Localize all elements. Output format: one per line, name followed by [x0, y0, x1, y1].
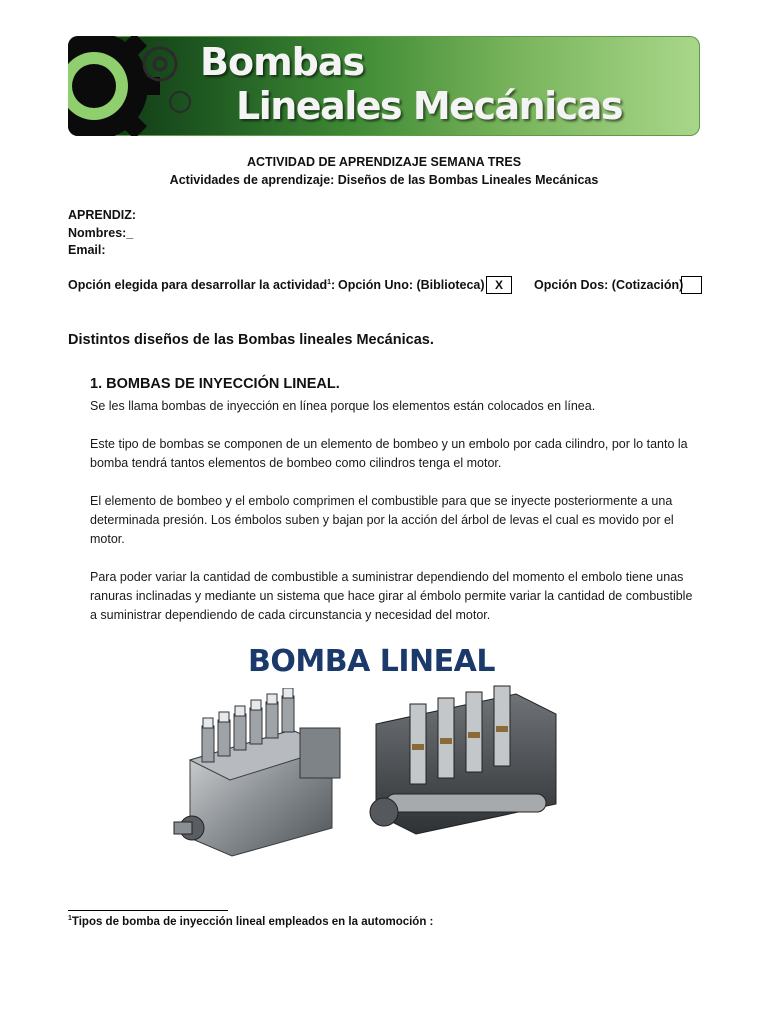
- option1-checkbox[interactable]: X: [486, 276, 512, 294]
- footnote-text: Tipos de bomba de inyección lineal empleados en la automoción :: [71, 915, 434, 928]
- inline-pump-photo-right: [366, 684, 562, 854]
- banner-title-line1: Bombas: [200, 40, 365, 84]
- paragraph: Se les llama bombas de inyección en línea porque los elementos están colocados en línea.: [90, 399, 596, 413]
- footnote-marker: 1: [68, 915, 72, 922]
- option2-label: Opción Dos: (Cotización): [534, 278, 684, 292]
- footnote-separator: [68, 910, 228, 911]
- footnote: [68, 915, 433, 928]
- figure-title: BOMBA LINEAL: [248, 644, 495, 679]
- aprendiz-label: APRENDIZ:: [68, 208, 137, 222]
- paragraph: El elemento de bombeo y el embolo comprimen el combustible para que se inyecte posteriormente a una determinada presión. Los émbolos suben y bajan por la acción del árbol de levas el cual es movido por el motor.: [90, 494, 674, 546]
- email-field[interactable]: Email:: [68, 243, 106, 257]
- option-footnote-marker: 1: [327, 278, 332, 286]
- option-prompt-text: Opción elegida para desarrollar la actividad: [68, 278, 328, 292]
- activity-title: ACTIVIDAD DE APRENDIZAJE SEMANA TRES: [246, 155, 522, 169]
- inline-pump-photo-left: [172, 688, 358, 860]
- option-row: [68, 276, 708, 296]
- header-banner: [68, 36, 700, 136]
- paragraph: Este tipo de bombas se componen de un elemento de bombeo y un embolo por cada cilindro, por lo tanto la bomba tendrá tantos elementos de bombeo como cilindros tenga el motor.: [90, 437, 688, 470]
- option-prompt-suffix: :: [331, 278, 336, 292]
- nombres-field[interactable]: Nombres:_: [68, 226, 134, 240]
- option2-checkbox[interactable]: [681, 276, 702, 294]
- gear-icon: [68, 36, 202, 136]
- paragraph: Para poder variar la cantidad de combustible a suministrar dependiendo del momento el embolo tiene unas ranuras inclinadas y mediante un sistema que hace girar al émbolo permite variar la cantidad de combustible a suministrar dependiendo de cada circunstancia y necesidad del motor.: [90, 570, 693, 622]
- activity-subtitle: Actividades de aprendizaje: Diseños de las Bombas Lineales Mecánicas: [169, 173, 599, 187]
- section-heading: Distintos diseños de las Bombas lineales Mecánicas.: [68, 332, 434, 348]
- option1-label: Opción Uno: (Biblioteca): [338, 278, 485, 292]
- option-prompt: [68, 278, 335, 292]
- banner-title-line2: Lineales Mecánicas: [236, 84, 622, 128]
- section-subheading: 1. BOMBAS DE INYECCIÓN LINEAL.: [90, 376, 340, 392]
